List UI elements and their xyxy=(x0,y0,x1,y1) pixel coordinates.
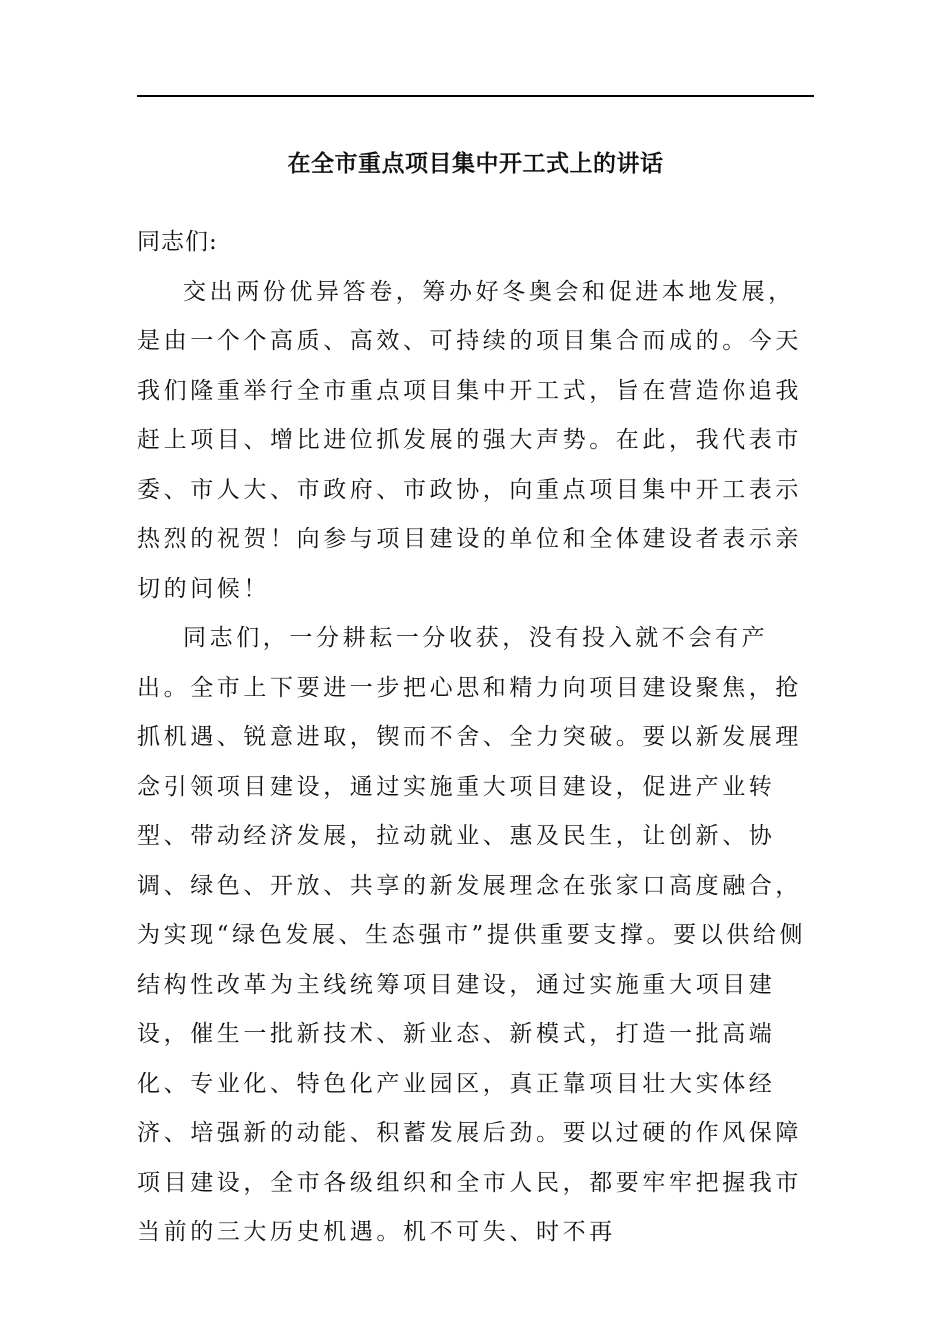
document-title: 在全市重点项目集中开工式上的讲话 xyxy=(287,151,664,177)
header-rule xyxy=(137,95,814,97)
paragraph-1: 交出两份优异答卷，筹办好冬奥会和促进本地发展，是由一个个高质、高效、可持续的项目集合而成的。今天我们隆重举行全市重点项目集中开工式，旨在营造你追我赶上项目、增比进位抓发展的强大声势。在此，我代表市委、市人大、市政府、市政协，向重点项目集中开工表示热烈的祝贺！向参与项目建设的单位和全体建设者表示亲切的问候！ xyxy=(137,278,802,602)
salutation: 同志们: xyxy=(137,229,218,255)
paragraph-2: 同志们，一分耕耘一分收获，没有投入就不会有产出。全市上下要进一步把心思和精力向项目建设聚焦，抢抓机遇、锐意进取，锲而不舍、全力突破。要以新发展理念引领项目建设，通过实施重大项目建设，促进产业转型、带动经济发展，拉动就业、惠及民生，让创新、协调、绿色、开放、共享的新发展理念在张家口高度融合，为实现“绿色发展、生态强市”提供重要支撑。要以供给侧结构性改革为主线统筹项目建设，通过实施重大项目建设，催生一批新技术、新业态、新模式，打造一批高端化、专业化、特色化产业园区，真正靠项目壮大实体经济、培强新的动能、积蓄发展后劲。要以过硬的作风保障项目建设，全市各级组织和全市人民，都要牢牢把握我市当前的三大历史机遇。机不可失、时不再 xyxy=(137,625,807,1245)
document-body xyxy=(137,218,813,1258)
